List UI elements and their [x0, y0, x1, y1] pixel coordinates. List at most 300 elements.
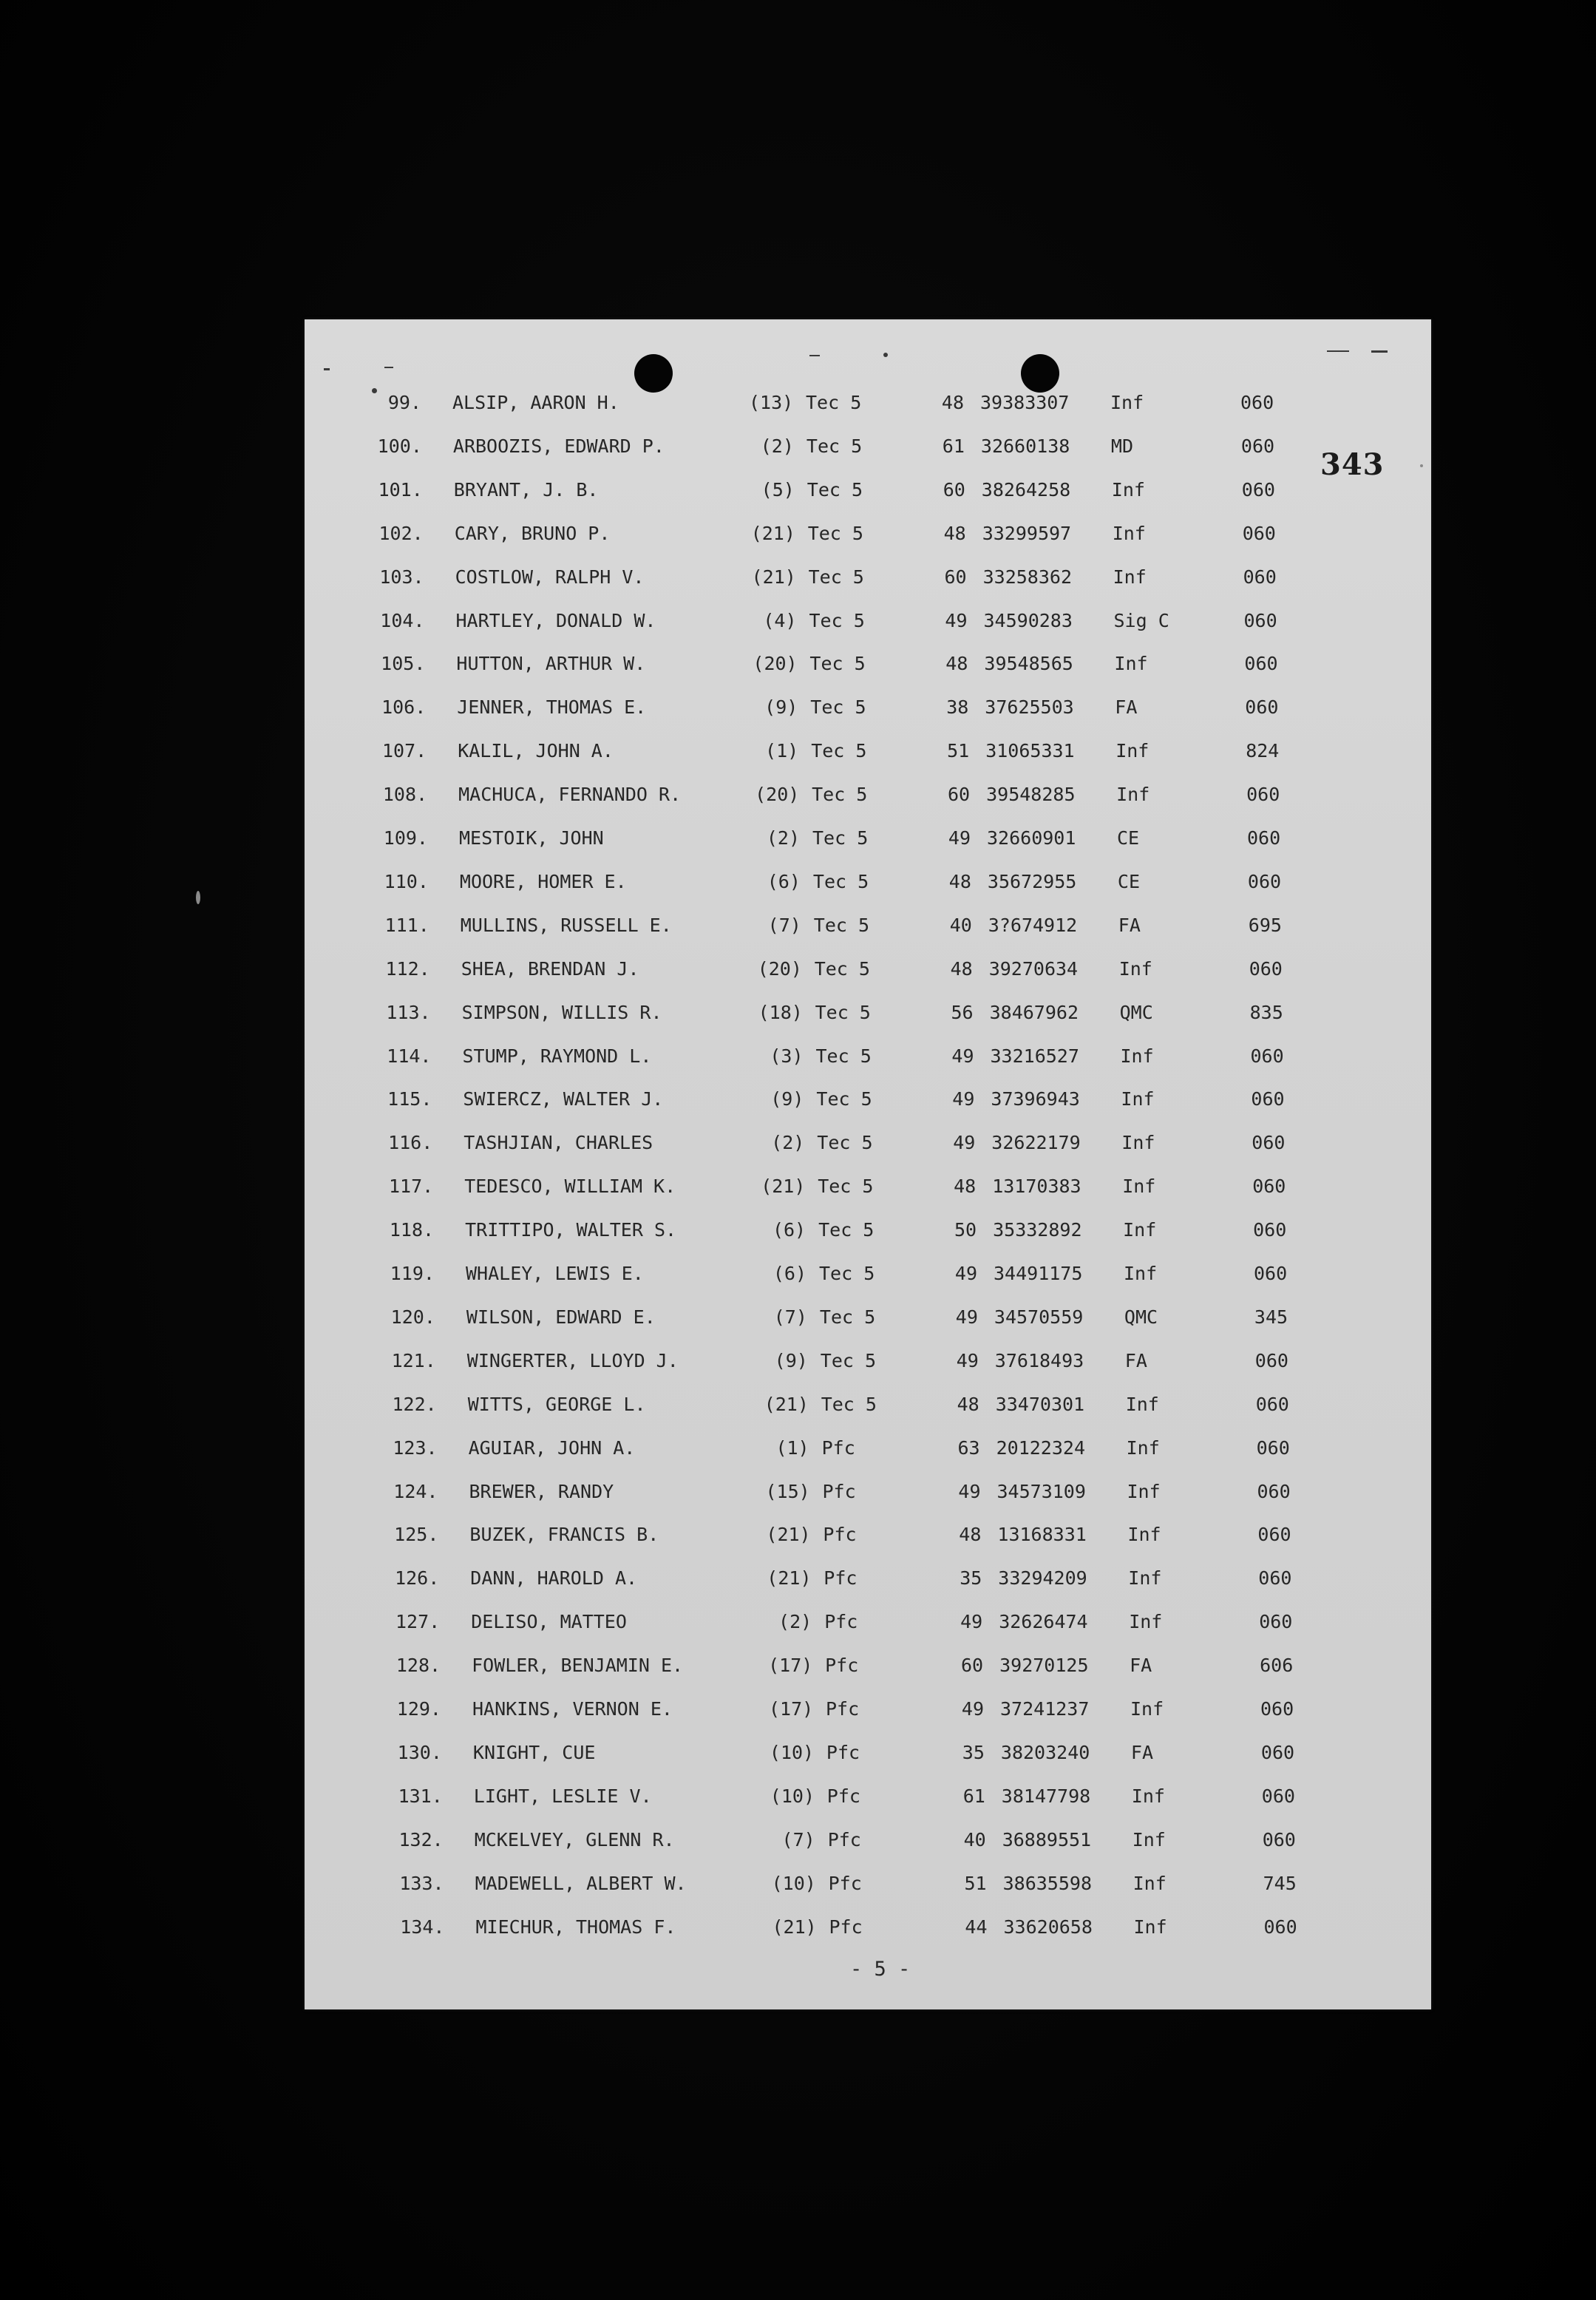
cell-score: 51 [947, 740, 970, 762]
cell-number: 107. [381, 740, 427, 762]
paper-mark [372, 388, 377, 393]
cell-rank: Tec 5 [815, 1045, 872, 1067]
cell-branch: Inf [1126, 1436, 1160, 1459]
cell-serial: 34573109 [996, 1480, 1086, 1502]
cell-name: BREWER, RANDY [469, 1480, 614, 1502]
cell-serial: 37625503 [985, 696, 1074, 719]
cell-mos: 060 [1252, 1132, 1286, 1154]
cell-number: 133. [399, 1872, 444, 1894]
cell-code: (21) [766, 1524, 811, 1546]
cell-branch: Inf [1121, 1088, 1155, 1110]
cell-code: (1) [775, 1436, 809, 1459]
cell-mos: 060 [1260, 1698, 1294, 1720]
cell-score: 48 [945, 653, 968, 675]
cell-number: 105. [381, 653, 426, 675]
cell-serial: 32660901 [987, 827, 1076, 849]
cell-name: WHALEY, LEWIS E. [466, 1263, 644, 1284]
cell-number: 121. [391, 1349, 436, 1371]
cell-score: 60 [943, 478, 965, 501]
paper-mark [384, 367, 393, 368]
cell-rank: Pfc [825, 1655, 859, 1677]
cell-number: 103. [379, 566, 424, 588]
cell-code: (20) [757, 957, 802, 980]
cell-name: KNIGHT, CUE [472, 1741, 596, 1763]
cell-name: DELISO, MATTEO [471, 1611, 627, 1633]
cell-name: BUZEK, FRANCIS B. [469, 1524, 659, 1546]
cell-serial: 31065331 [985, 740, 1075, 762]
cell-number: 99. [387, 392, 421, 413]
cell-rank: Tec 5 [809, 653, 866, 675]
cell-score: 40 [949, 914, 972, 936]
cell-score: 48 [954, 1176, 977, 1198]
paper-mark [809, 355, 820, 356]
cell-score: 49 [952, 1088, 975, 1110]
paper-mark [1371, 350, 1388, 353]
cell-branch: FA [1124, 1349, 1147, 1371]
cell-code: (18) [758, 1001, 803, 1023]
cell-code: (5) [761, 478, 795, 501]
cell-number: 122. [392, 1393, 437, 1415]
cell-score: 35 [962, 1741, 985, 1763]
cell-score: 48 [948, 870, 971, 892]
cell-number: 118. [389, 1219, 435, 1241]
cell-mos: 060 [1263, 1916, 1297, 1938]
cell-number: 113. [386, 1001, 431, 1023]
punch-hole-right [1021, 354, 1059, 393]
cell-code: (21) [751, 566, 796, 588]
cell-number: 130. [397, 1741, 442, 1763]
cell-score: 49 [951, 1045, 974, 1067]
cell-code: (21) [767, 1567, 812, 1590]
cell-score: 49 [948, 827, 971, 849]
cell-code: (20) [753, 653, 798, 675]
cell-code: (10) [770, 1785, 815, 1807]
cell-rank: Tec 5 [818, 1176, 874, 1198]
cell-serial: 32626474 [999, 1611, 1088, 1633]
cell-score: 60 [947, 784, 971, 806]
cell-score: 49 [954, 1263, 977, 1284]
cell-rank: Pfc [826, 1785, 860, 1807]
cell-rank: Tec 5 [808, 566, 864, 588]
cell-name: COSTLOW, RALPH V. [455, 566, 645, 588]
cell-code: (2) [766, 827, 800, 849]
cell-rank: Tec 5 [807, 478, 863, 501]
cell-branch: Inf [1118, 957, 1152, 980]
cell-rank: Tec 5 [821, 1393, 877, 1415]
cell-name: CARY, BRUNO P. [454, 522, 611, 544]
cell-mos: 695 [1248, 914, 1282, 936]
cell-number: 128. [395, 1655, 441, 1677]
cell-number: 129. [396, 1698, 441, 1720]
cell-mos: 060 [1255, 1393, 1289, 1415]
cell-mos: 060 [1253, 1219, 1287, 1241]
cell-mos: 835 [1249, 1001, 1283, 1023]
cell-name: HUTTON, ARTHUR W. [456, 653, 646, 675]
stamp-number: 343 [1320, 447, 1385, 482]
cell-code: (10) [771, 1872, 816, 1894]
cell-serial: 13168331 [997, 1524, 1087, 1546]
cell-code: (9) [774, 1349, 808, 1371]
cell-name: AGUIAR, JOHN A. [468, 1436, 636, 1459]
cell-mos: 060 [1243, 566, 1277, 588]
cell-branch: Inf [1132, 1828, 1166, 1850]
cell-name: TASHJIAN, CHARLES [463, 1132, 653, 1154]
cell-number: 104. [380, 609, 425, 631]
cell-mos: 606 [1260, 1655, 1294, 1677]
cell-branch: Inf [1133, 1872, 1167, 1894]
cell-branch: FA [1130, 1741, 1153, 1763]
cell-number: 117. [388, 1176, 434, 1198]
cell-name: ARBOOZIS, EDWARD P. [452, 435, 665, 457]
cell-name: WILSON, EDWARD E. [466, 1306, 656, 1328]
cell-score: 49 [961, 1698, 984, 1720]
cell-serial: 39383307 [980, 392, 1070, 413]
cell-code: (3) [770, 1045, 804, 1067]
cell-code: (2) [778, 1611, 812, 1633]
cell-branch: Inf [1129, 1611, 1163, 1633]
cell-mos: 824 [1246, 740, 1280, 762]
cell-rank: Tec 5 [806, 435, 863, 457]
cell-name: ALSIP, AARON H. [452, 392, 619, 413]
page-number: - 5 - [850, 1958, 911, 1981]
cell-rank: Pfc [824, 1567, 858, 1590]
cell-code: (7) [767, 914, 801, 936]
cell-number: 124. [393, 1480, 438, 1502]
cell-rank: Tec 5 [812, 827, 869, 849]
cell-score: 61 [942, 435, 965, 457]
cell-rank: Pfc [822, 1480, 856, 1502]
cell-score: 50 [954, 1219, 977, 1241]
cell-code: (7) [781, 1828, 815, 1850]
cell-code: (9) [764, 696, 798, 719]
cell-name: MESTOIK, JOHN [459, 827, 604, 849]
cell-serial: 32660138 [980, 435, 1070, 457]
cell-name: FOWLER, BENJAMIN E. [472, 1655, 684, 1677]
cell-code: (17) [768, 1655, 813, 1677]
cell-mos: 060 [1257, 1524, 1291, 1546]
cell-name: TRITTIPO, WALTER S. [465, 1219, 677, 1241]
cell-name: MOORE, HOMER E. [459, 870, 627, 892]
cell-name: KALIL, JOHN A. [458, 740, 614, 762]
cell-serial: 37241237 [1000, 1698, 1090, 1720]
cell-number: 134. [400, 1916, 445, 1938]
cell-branch: Inf [1130, 1698, 1164, 1720]
cell-mos: 060 [1244, 653, 1278, 675]
cell-score: 49 [953, 1132, 976, 1154]
cell-name: BRYANT, J. B. [453, 478, 599, 501]
cell-serial: 13170383 [992, 1176, 1081, 1198]
cell-score: 49 [958, 1480, 981, 1502]
cell-mos: 060 [1254, 1349, 1288, 1371]
cell-rank: Tec 5 [818, 1219, 875, 1241]
cell-number: 109. [383, 827, 428, 849]
cell-serial: 33620658 [1003, 1916, 1093, 1938]
cell-mos: 060 [1240, 392, 1274, 413]
cell-name: SHEA, BRENDAN J. [461, 957, 639, 980]
cell-mos: 060 [1247, 827, 1281, 849]
cell-branch: QMC [1119, 1001, 1153, 1023]
cell-code: (21) [772, 1916, 817, 1938]
cell-rank: Pfc [826, 1698, 860, 1720]
cell-code: (2) [760, 435, 794, 457]
cell-serial: 38635598 [1002, 1872, 1093, 1894]
cell-number: 131. [398, 1785, 443, 1807]
cell-branch: CE [1117, 827, 1140, 849]
cell-branch: Inf [1120, 1045, 1154, 1067]
cell-score: 60 [960, 1655, 984, 1677]
cell-serial: 33294209 [998, 1567, 1087, 1590]
cell-serial: 35672955 [987, 870, 1077, 892]
cell-branch: Inf [1131, 1785, 1165, 1807]
cell-serial: 35332892 [993, 1219, 1082, 1241]
cell-number: 119. [390, 1263, 435, 1284]
cell-serial: 38264258 [981, 478, 1071, 501]
cell-number: 110. [384, 870, 429, 892]
cell-mos: 745 [1263, 1872, 1297, 1894]
cell-mos: 060 [1245, 696, 1279, 719]
cell-code: (17) [769, 1698, 814, 1720]
cell-serial: 33470301 [995, 1393, 1085, 1415]
paper-mark [324, 368, 330, 370]
cell-score: 48 [950, 957, 973, 980]
cell-serial: 34570559 [994, 1306, 1084, 1328]
cell-number: 112. [385, 957, 430, 980]
cell-branch: Inf [1116, 784, 1150, 806]
cell-name: TEDESCO, WILLIAM K. [464, 1176, 676, 1198]
cell-score: 60 [944, 566, 967, 588]
cell-rank: Tec 5 [809, 609, 865, 631]
cell-branch: Inf [1127, 1524, 1161, 1546]
cell-number: 116. [388, 1132, 433, 1154]
cell-name: HARTLEY, DONALD W. [455, 609, 656, 631]
cell-number: 126. [395, 1567, 440, 1590]
cell-mos: 060 [1258, 1567, 1292, 1590]
cell-score: 49 [955, 1306, 978, 1328]
cell-number: 123. [393, 1436, 438, 1459]
cell-rank: Tec 5 [810, 696, 866, 719]
cell-mos: 060 [1249, 957, 1283, 980]
cell-code: (2) [771, 1132, 805, 1154]
cell-serial: 32622179 [991, 1132, 1081, 1154]
cell-serial: 37396943 [991, 1088, 1080, 1110]
cell-rank: Tec 5 [817, 1132, 873, 1154]
cell-serial: 38147798 [1001, 1785, 1091, 1807]
cell-score: 38 [946, 696, 969, 719]
cell-code: (10) [769, 1741, 815, 1763]
cell-rank: Tec 5 [819, 1306, 876, 1328]
cell-serial: 39270634 [988, 957, 1079, 980]
cell-serial: 33299597 [982, 522, 1072, 544]
cell-name: MULLINS, RUSSELL E. [460, 914, 672, 936]
cell-mos: 060 [1246, 784, 1280, 806]
cell-name: MCKELVEY, GLENN R. [474, 1828, 675, 1850]
cell-number: 132. [398, 1828, 444, 1850]
cell-name: SIMPSON, WILLIS R. [461, 1001, 662, 1023]
cell-branch: MD [1110, 435, 1133, 457]
cell-number: 101. [378, 478, 423, 501]
cell-rank: Pfc [824, 1611, 858, 1633]
cell-rank: Tec 5 [816, 1088, 872, 1110]
cell-branch: Inf [1133, 1916, 1167, 1938]
cell-serial: 34491175 [994, 1263, 1083, 1284]
cell-rank: Tec 5 [812, 870, 869, 892]
cell-number: 115. [387, 1088, 432, 1110]
cell-score: 63 [957, 1436, 980, 1459]
cell-score: 49 [960, 1611, 983, 1633]
cell-code: (21) [750, 522, 795, 544]
cell-serial: 39548285 [986, 784, 1076, 806]
cell-score: 40 [963, 1828, 986, 1850]
cell-mos: 060 [1257, 1480, 1291, 1502]
cell-rank: Pfc [823, 1524, 857, 1546]
cell-code: (15) [765, 1480, 810, 1502]
cell-mos: 060 [1252, 1176, 1286, 1198]
cell-score: 56 [951, 1001, 974, 1023]
cell-code: (13) [749, 392, 794, 413]
cell-rank: Tec 5 [819, 1263, 875, 1284]
paper-page [305, 319, 1431, 2009]
cell-rank: Pfc [821, 1436, 855, 1459]
cell-rank: Tec 5 [820, 1349, 877, 1371]
cell-serial: 33216527 [990, 1045, 1079, 1067]
cell-serial: 33258362 [982, 566, 1073, 588]
cell-number: 120. [390, 1306, 435, 1328]
cell-code: (21) [761, 1176, 806, 1198]
cell-serial: 34590283 [983, 609, 1073, 631]
cell-score: 49 [945, 609, 968, 631]
cell-serial: 20122324 [996, 1436, 1086, 1459]
cell-rank: Tec 5 [811, 740, 867, 762]
cell-serial: 37618493 [994, 1349, 1084, 1371]
cell-rank: Tec 5 [815, 1001, 871, 1023]
cell-name: MACHUCA, FERNANDO R. [458, 784, 682, 806]
cell-rank: Pfc [827, 1828, 861, 1850]
cell-branch: Inf [1122, 1176, 1156, 1198]
cell-number: 102. [378, 522, 424, 544]
cell-branch: Inf [1113, 566, 1147, 588]
cell-branch: Inf [1114, 653, 1148, 675]
cell-name: MIECHUR, THOMAS F. [475, 1916, 676, 1938]
cell-rank: Pfc [828, 1872, 862, 1894]
cell-name: DANN, HAROLD A. [470, 1567, 638, 1590]
cell-branch: Inf [1127, 1480, 1161, 1502]
cell-code: (21) [764, 1393, 809, 1415]
cell-score: 35 [960, 1567, 982, 1590]
paper-mark [883, 353, 888, 357]
cell-branch: Sig C [1113, 609, 1169, 631]
cell-rank: Tec 5 [814, 957, 870, 980]
cell-name: SWIERCZ, WALTER J. [463, 1088, 664, 1110]
cell-branch: Inf [1125, 1393, 1159, 1415]
cell-serial: 39270125 [999, 1655, 1089, 1677]
cell-rank: Pfc [829, 1916, 863, 1938]
cell-score: 48 [959, 1524, 982, 1546]
cell-branch: FA [1118, 914, 1141, 936]
cell-name: JENNER, THOMAS E. [457, 696, 647, 719]
cell-score: 51 [964, 1872, 987, 1894]
cell-code: (4) [763, 609, 797, 631]
cell-name: MADEWELL, ALBERT W. [475, 1872, 687, 1894]
scan-speck [196, 891, 200, 904]
cell-code: (9) [770, 1088, 804, 1110]
cell-number: 111. [384, 914, 429, 936]
cell-branch: QMC [1124, 1306, 1158, 1328]
cell-branch: FA [1130, 1655, 1152, 1677]
cell-number: 106. [381, 696, 427, 719]
scan-speck [1420, 464, 1423, 467]
cell-code: (6) [772, 1219, 807, 1241]
cell-name: STUMP, RAYMOND L. [462, 1045, 652, 1067]
cell-score: 48 [941, 392, 964, 413]
cell-score: 49 [956, 1349, 979, 1371]
cell-name: WITTS, GEORGE L. [467, 1393, 646, 1415]
cell-branch: Inf [1112, 522, 1146, 544]
cell-score: 48 [957, 1393, 979, 1415]
paper-mark [1327, 350, 1349, 352]
cell-serial: 3?674912 [988, 914, 1078, 936]
cell-serial: 38467962 [989, 1001, 1079, 1023]
cell-code: (6) [772, 1263, 807, 1284]
cell-branch: Inf [1111, 478, 1145, 501]
cell-serial: 36889551 [1002, 1828, 1092, 1850]
cell-score: 44 [965, 1916, 988, 1938]
cell-rank: Tec 5 [813, 914, 870, 936]
cell-name: LIGHT, LESLIE V. [473, 1785, 652, 1807]
cell-branch: CE [1117, 870, 1140, 892]
cell-branch: Inf [1124, 1263, 1158, 1284]
cell-number: 127. [395, 1611, 441, 1633]
cell-rank: Tec 5 [806, 392, 862, 413]
punch-hole-left [634, 354, 673, 393]
cell-mos: 060 [1261, 1785, 1295, 1807]
cell-mos: 060 [1240, 435, 1275, 457]
cell-mos: 060 [1254, 1263, 1288, 1284]
cell-name: HANKINS, VERNON E. [472, 1698, 673, 1720]
cell-mos: 060 [1262, 1828, 1296, 1850]
cell-mos: 060 [1250, 1045, 1284, 1067]
cell-code: (20) [755, 784, 800, 806]
cell-mos: 345 [1254, 1306, 1288, 1328]
cell-code: (1) [765, 740, 799, 762]
cell-mos: 060 [1241, 478, 1275, 501]
cell-branch: Inf [1115, 740, 1150, 762]
cell-number: 100. [377, 435, 422, 457]
cell-number: 114. [387, 1045, 432, 1067]
cell-branch: FA [1115, 696, 1138, 719]
cell-code: (6) [767, 870, 801, 892]
cell-mos: 060 [1260, 1741, 1295, 1763]
cell-rank: Pfc [826, 1741, 860, 1763]
cell-rank: Tec 5 [812, 784, 868, 806]
cell-mos: 060 [1242, 522, 1276, 544]
cell-score: 48 [943, 522, 966, 544]
cell-score: 61 [962, 1785, 985, 1807]
cell-mos: 060 [1243, 609, 1277, 631]
cell-mos: 060 [1251, 1088, 1285, 1110]
cell-mos: 060 [1247, 870, 1282, 892]
cell-branch: Inf [1123, 1219, 1157, 1241]
cell-mos: 060 [1256, 1436, 1290, 1459]
cell-rank: Tec 5 [807, 522, 863, 544]
cell-name: WINGERTER, LLOYD J. [466, 1349, 679, 1371]
cell-number: 108. [382, 784, 428, 806]
cell-number: 125. [394, 1524, 439, 1546]
cell-branch: Inf [1121, 1132, 1155, 1154]
cell-serial: 39548565 [984, 653, 1073, 675]
cell-serial: 38203240 [1000, 1741, 1090, 1763]
cell-branch: Inf [1110, 392, 1144, 413]
cell-branch: Inf [1128, 1567, 1162, 1590]
